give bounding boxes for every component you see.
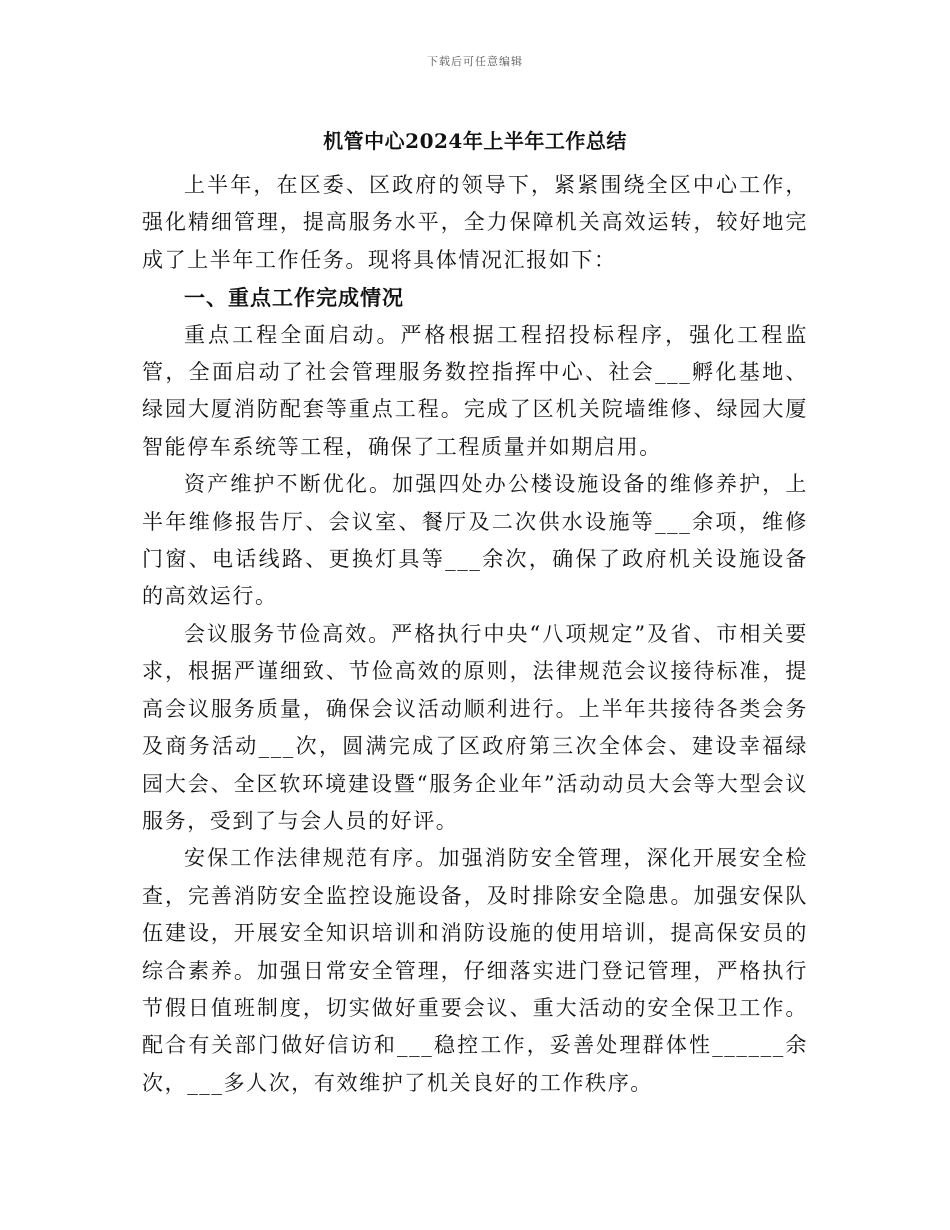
section-heading: 一、重点工作完成情况 xyxy=(184,285,404,311)
document-title: 机管中心2024年上半年工作总结 xyxy=(323,129,627,153)
paragraph-asset-maintenance: 资产维护不断优化。加强四处办公楼设施设备的维修养护，上半年维修报告厅、会议室、餐厅及二次供水设施等___余项，维修门窗、电话线路、更换灯具等___余次，确保了政府机关设施设备的高效运行。 xyxy=(142,472,808,609)
paragraph-key-projects: 重点工程全面启动。严格根据工程招投标程序，强化工程监管，全面启动了社会管理服务数控指挥中心、社会___孵化基地、绿园大厦消防配套等重点工程。完成了区机关院墙维修、绿园大厦智能停车系统等工程，确保了工程质量并如期启用。 xyxy=(142,322,808,459)
page-header-note: 下载后可任意编辑 xyxy=(427,55,523,68)
paragraph-security-work: 安保工作法律规范有序。加强消防安全管理，深化开展安全检查，完善消防安全监控设施设备，及时排除安全隐患。加强安保队伍建设，开展安全知识培训和消防设施的使用培训，提高保安员的综合素养。加强日常安全管理，仔细落实进门登记管理，严格执行节假日值班制度，切实做好重要会议、重大活动的安全保卫工作。配合有关部门做好信访和___稳控工作，妥善处理群体性______余次，___多人次，有效维护了机关良好的工作秩序。 xyxy=(142,846,808,1095)
paragraph-meeting-services: 会议服务节俭高效。严格执行中央“八项规定”及省、市相关要求，根据严谨细致、节俭高效的原则，法律规范会议接待标准，提高会议服务质量，确保会议活动顺利进行。上半年共接待各类会务及商务活动___次，圆满完成了区政府第三次全体会、建设幸福绿园大会、全区软环境建设暨“服务企业年”活动动员大会等大型会议服务，受到了与会人员的好评。 xyxy=(142,621,808,833)
intro-paragraph: 上半年，在区委、区政府的领导下，紧紧围绕全区中心工作，强化精细管理，提高服务水平，全力保障机关高效运转，较好地完成了上半年工作任务。现将具体情况汇报如下： xyxy=(142,173,808,272)
document-body xyxy=(142,167,808,1102)
